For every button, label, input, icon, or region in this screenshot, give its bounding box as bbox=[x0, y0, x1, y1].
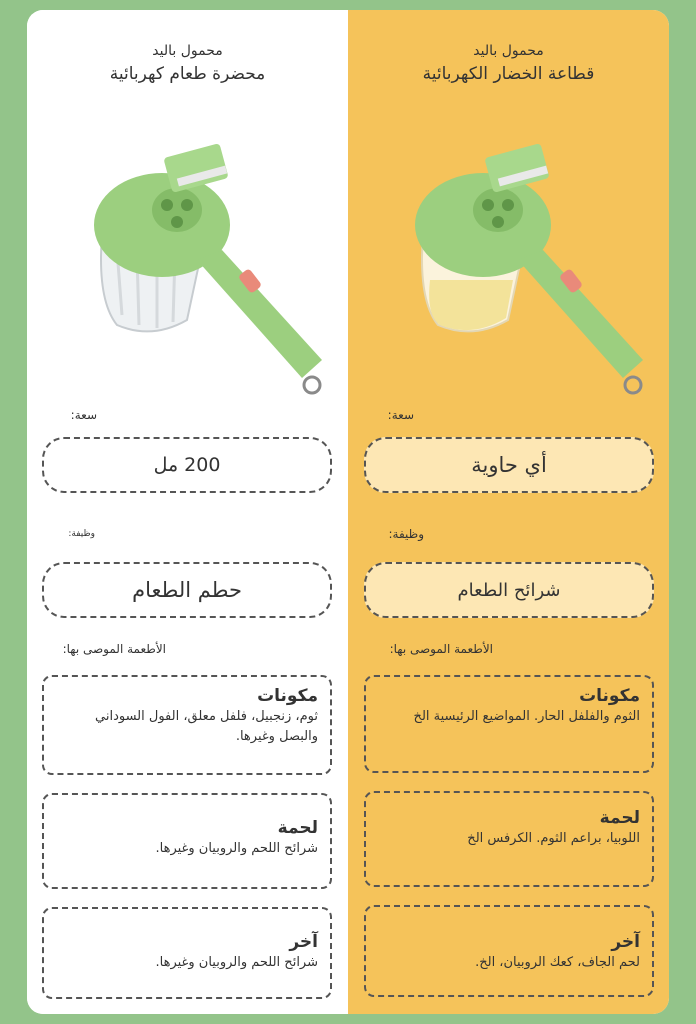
chopper-recommended-label: الأطعمة الموصى بها: bbox=[62, 642, 166, 656]
chopper-box-meat bbox=[42, 793, 332, 889]
chopper-box-other bbox=[42, 907, 332, 999]
cutter-capacity-value: أي حاوية bbox=[364, 437, 654, 493]
cutter-subtitle: محمول باليد bbox=[473, 43, 544, 59]
cutter-box-meat-text: اللوبيا، براعم الثوم. الكرفس الخ bbox=[467, 831, 640, 846]
cutter-product-image bbox=[378, 130, 648, 410]
cutter-box-ingredients-title: مكونات bbox=[579, 686, 640, 706]
chopper-box-ingredients bbox=[42, 675, 332, 775]
chopper-header bbox=[27, 42, 348, 86]
cutter-function-value: شرائح الطعام bbox=[364, 562, 654, 618]
cutter-box-meat-title: لحمة bbox=[599, 808, 640, 828]
cutter-capacity-label: سعة: bbox=[387, 408, 414, 422]
cutter-box-other-title: آخر bbox=[611, 932, 640, 952]
chopper-box-meat-title: لحمة bbox=[277, 818, 318, 838]
cutter-box-meat bbox=[364, 791, 654, 887]
chopper-box-ingredients-text: ثوم، زنجبيل، فلفل معلق، الفول السوداني والبصل وغيرها. bbox=[95, 709, 318, 744]
cutter-recommended-label: الأطعمة الموصى بها: bbox=[389, 642, 493, 656]
chopper-box-meat-text: شرائح اللحم والروبيان وغيرها. bbox=[155, 841, 318, 856]
cutter-box-other bbox=[364, 905, 654, 997]
comparison-card bbox=[27, 10, 669, 1014]
cutter-column bbox=[348, 10, 669, 1014]
cutter-function-label: وظيفة: bbox=[388, 527, 424, 541]
chopper-product-image bbox=[57, 130, 327, 410]
chopper-box-ingredients-title: مكونات bbox=[257, 686, 318, 706]
chopper-box-other-text: شرائح اللحم والروبيان وغيرها. bbox=[155, 955, 318, 970]
chopper-capacity-label: سعة: bbox=[70, 408, 97, 422]
chopper-subtitle: محمول باليد bbox=[152, 43, 223, 59]
cutter-box-ingredients-text: الثوم والفلفل الحار. المواضيع الرئيسية الخ bbox=[413, 709, 640, 724]
cutter-title: قطاعة الخضار الكهربائية bbox=[422, 64, 595, 84]
chopper-function-value: حطم الطعام bbox=[42, 562, 332, 618]
chopper-function-label: وظيفة: bbox=[68, 529, 95, 539]
cutter-header bbox=[348, 42, 669, 86]
chopper-capacity-value: 200 مل bbox=[42, 437, 332, 493]
chopper-title: محضرة طعام كهربائية bbox=[109, 64, 266, 84]
chopper-box-other-title: آخر bbox=[289, 932, 318, 952]
cutter-box-ingredients bbox=[364, 675, 654, 773]
chopper-column bbox=[27, 10, 348, 1014]
cutter-box-other-text: لحم الجاف، كعك الروبيان، الخ. bbox=[475, 955, 640, 970]
